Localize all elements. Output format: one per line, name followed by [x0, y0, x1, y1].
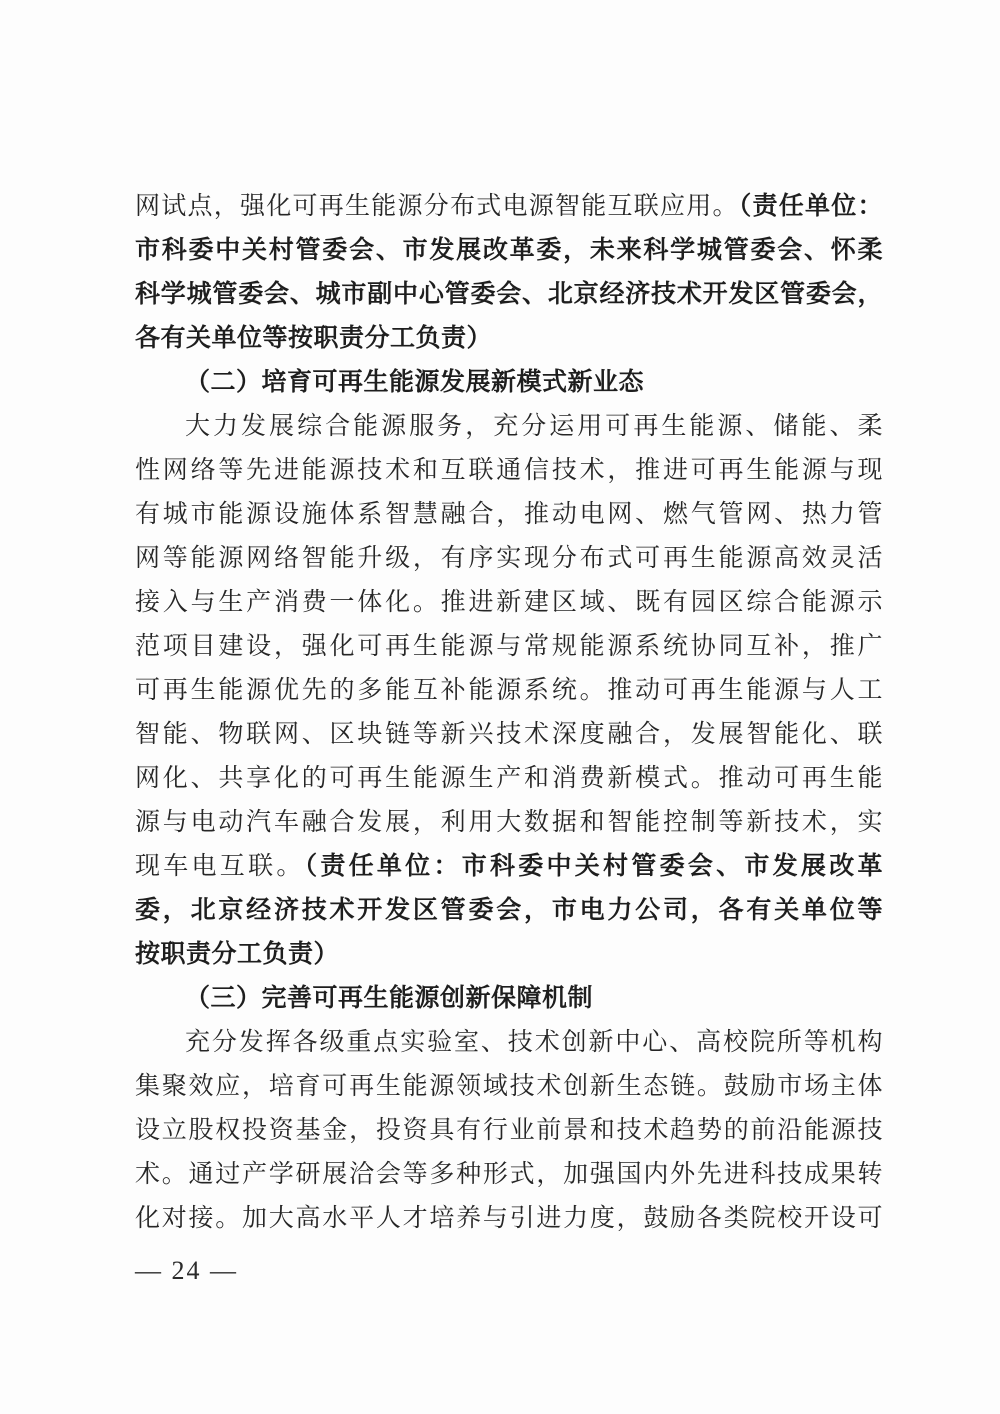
text-segment: 设立股权投资基金，投资具有行业前景和技术趋势的前沿能源技: [135, 1117, 883, 1144]
bold-text-segment: （二）培育可再生能源发展新模式新业态: [185, 369, 645, 396]
text-segment: 充分发挥各级重点实验室、技术创新中心、高校院所等机构: [185, 1029, 883, 1056]
text-segment: 智能、物联网、区块链等新兴技术深度融合，发展智能化、联: [135, 721, 883, 748]
document-body: [135, 185, 883, 1241]
text-line: [135, 493, 883, 537]
bold-text-segment: （责任单位：市科委中关村管委会、市发展改革: [304, 853, 883, 880]
text-segment: 范项目建设，强化可再生能源与常规能源系统协同互补，推广: [135, 633, 883, 660]
bold-text-segment: 委，北京经济技术开发区管委会，市电力公司，各有关单位等: [135, 897, 883, 924]
text-line: [135, 845, 883, 889]
text-line: [135, 361, 883, 405]
text-segment: 有城市能源设施体系智慧融合，推动电网、燃气管网、热力管: [135, 501, 883, 528]
text-line: [135, 713, 883, 757]
text-line: [135, 977, 883, 1021]
text-segment: 化对接。加大高水平人才培养与引进力度，鼓励各类院校开设可: [135, 1205, 883, 1232]
text-segment: 网等能源网络智能升级，有序实现分布式可再生能源高效灵活: [135, 545, 883, 572]
text-line: [135, 801, 883, 845]
text-segment: 大力发展综合能源服务，充分运用可再生能源、储能、柔: [185, 413, 883, 440]
text-segment: 现车电互联。: [135, 853, 305, 880]
bold-text-segment: 各有关单位等按职责分工负责）: [135, 325, 493, 352]
bold-text-segment: 市科委中关村管委会、市发展改革委，未来科学城管委会、怀柔: [135, 237, 883, 264]
text-segment: 可再生能源优先的多能互补能源系统。推动可再生能源与人工: [135, 677, 883, 704]
bold-text-segment: 科学城管委会、城市副中心管委会、北京经济技术开发区管委会，: [135, 281, 883, 308]
bold-text-segment: （三）完善可再生能源创新保障机制: [185, 985, 594, 1012]
text-segment: 接入与生产消费一体化。推进新建区域、既有园区综合能源示: [135, 589, 883, 616]
text-line: [135, 889, 883, 933]
text-line: [135, 317, 883, 361]
text-line: [135, 405, 883, 449]
text-line: [135, 537, 883, 581]
text-line: [135, 581, 883, 625]
bold-text-segment: （责任单位：: [738, 193, 883, 220]
text-segment: 网试点，强化可再生能源分布式电源智能互联应用。: [135, 193, 739, 220]
text-segment: 性网络等先进能源技术和互联通信技术，推进可再生能源与现: [135, 457, 883, 484]
text-line: [135, 1065, 883, 1109]
text-line: [135, 1197, 883, 1241]
text-segment: 集聚效应，培育可再生能源领域技术创新生态链。鼓励市场主体: [135, 1073, 883, 1100]
text-line: [135, 185, 883, 229]
page-number: — 24 —: [135, 1256, 238, 1285]
text-segment: 源与电动汽车融合发展，利用大数据和智能控制等新技术，实: [135, 809, 883, 836]
text-line: [135, 625, 883, 669]
bold-text-segment: 按职责分工负责）: [135, 941, 340, 968]
text-line: [135, 449, 883, 493]
text-line: [135, 757, 883, 801]
text-segment: 网化、共享化的可再生能源生产和消费新模式。推动可再生能: [135, 765, 883, 792]
text-line: [135, 229, 883, 273]
text-line: [135, 273, 883, 317]
text-line: [135, 669, 883, 713]
text-line: [135, 933, 883, 977]
text-segment: 术。通过产学研展洽会等多种形式，加强国内外先进科技成果转: [135, 1161, 883, 1188]
text-line: [135, 1021, 883, 1065]
text-line: [135, 1153, 883, 1197]
text-line: [135, 1109, 883, 1153]
